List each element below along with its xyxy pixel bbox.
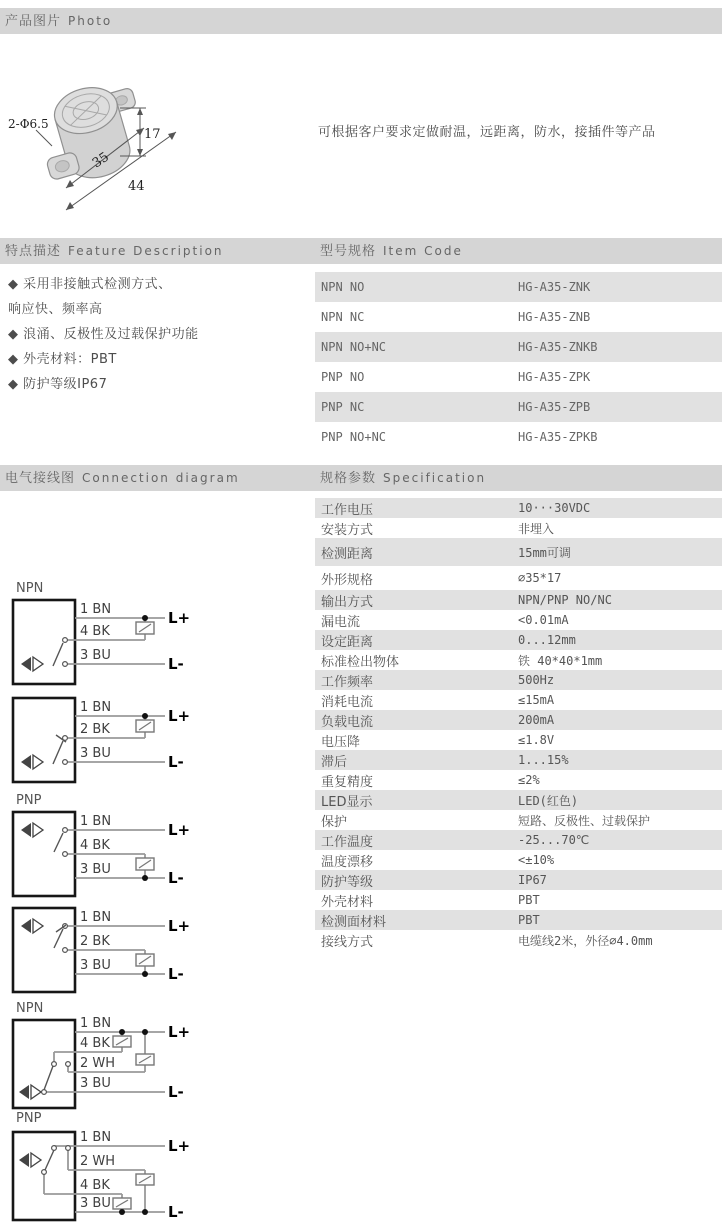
spec-value: ∅35*17	[518, 571, 562, 585]
spec-value: LED(红色)	[518, 793, 579, 808]
item-code-section-title: 型号规格 Item Code	[320, 244, 463, 259]
spec-row	[315, 910, 722, 930]
wiring-diagram-pnp-no-nc	[10, 1110, 220, 1232]
spec-value: ≤15mA	[518, 693, 555, 707]
wire-label: 1 BN	[80, 814, 112, 829]
spec-label: 标准检出物体	[321, 654, 400, 670]
feature-list	[8, 272, 308, 397]
spec-label: LED显示	[321, 794, 373, 810]
spec-label: 检测面材料	[321, 914, 387, 930]
wire-label: 1 BN	[80, 910, 112, 925]
rail-minus-label: L-	[168, 869, 184, 887]
spec-row	[315, 870, 722, 890]
spec-value: 500Hz	[518, 673, 555, 687]
spec-label: 漏电流	[321, 614, 361, 630]
spec-value: <±10%	[518, 853, 555, 867]
junction-dot	[142, 713, 148, 719]
rail-plus-label: L+	[168, 917, 191, 935]
spec-value: 铁 40*40*1mm	[518, 653, 603, 668]
wire-label: 4 BK	[80, 624, 110, 639]
product-drawing	[8, 50, 308, 220]
rail-plus-label: L+	[168, 609, 191, 627]
dimension-length-label: 44	[128, 179, 145, 194]
spec-row	[315, 790, 722, 810]
wire-label: 2 WH	[80, 1056, 116, 1071]
hole-dimension-label: 2-Φ6.5	[8, 117, 49, 131]
spec-label: 设定距离	[321, 634, 374, 650]
spec-label: 保护	[321, 814, 348, 830]
wire-label: 1 BN	[80, 1130, 112, 1145]
item-code-table	[315, 272, 722, 452]
spec-label: 外壳材料	[321, 894, 374, 910]
spec-value: <0.01mA	[518, 613, 569, 627]
spec-row	[315, 810, 722, 830]
spec-label: 输出方式	[321, 594, 374, 610]
spec-value: 0...12mm	[518, 633, 576, 647]
spec-label: 工作电压	[321, 502, 374, 518]
spec-label: 电压降	[321, 734, 361, 750]
wiring-diagram-npn-no	[10, 578, 220, 690]
junction-dot	[142, 1029, 148, 1035]
wire-label: 3 BU	[80, 1196, 111, 1211]
spec-row	[315, 770, 722, 790]
spec-value: -25...70℃	[518, 833, 590, 847]
spec-value: 10···30VDC	[518, 501, 591, 515]
output-type-cell: PNP NO+NC	[321, 430, 387, 444]
wire-label: 3 BU	[80, 1076, 111, 1091]
spec-row	[315, 890, 722, 910]
spec-value: 1...15%	[518, 753, 569, 767]
junction-dot	[142, 1209, 148, 1215]
junction-dot	[142, 615, 148, 621]
feature-section-title: 特点描述 Feature Description	[5, 244, 224, 259]
spec-row	[315, 850, 722, 870]
wiring-diagram-npn-nc	[10, 694, 220, 790]
spec-value: 非埋入	[518, 521, 555, 536]
dimension-diameter-label: 35	[89, 149, 112, 172]
spec-row	[315, 730, 722, 750]
spec-row	[315, 830, 722, 850]
spec-row	[315, 518, 722, 538]
table-row	[315, 392, 722, 422]
spec-row	[315, 590, 722, 610]
spec-label: 检测距离	[321, 546, 374, 562]
connection-section-title: 电气接线图 Connection diagram	[5, 471, 240, 486]
spec-value: 200mA	[518, 713, 555, 727]
spec-value: PBT	[518, 913, 540, 927]
spec-row	[315, 670, 722, 690]
spec-value: PBT	[518, 893, 540, 907]
item-code-cell: HG-A35-ZNB	[518, 310, 591, 324]
spec-label: 工作温度	[321, 834, 374, 850]
spec-value: 短路、反极性、过载保护	[518, 813, 651, 828]
spec-table	[315, 498, 722, 950]
output-type-cell: NPN NC	[321, 310, 365, 324]
spec-row	[315, 650, 722, 670]
wire-label: 1 BN	[80, 700, 112, 715]
wire-label: 2 BK	[80, 722, 110, 737]
output-type-cell: NPN NO	[321, 280, 365, 294]
rail-plus-label: L+	[168, 707, 191, 725]
spec-label: 负载电流	[321, 714, 374, 730]
feature-item: ◆ 浪涌、反极性及过载保护功能	[8, 327, 199, 342]
output-type-cell: PNP NO	[321, 370, 365, 384]
junction-dot	[119, 1029, 125, 1035]
item-code-cell: HG-A35-ZPK	[518, 370, 591, 384]
spec-label: 工作频率	[321, 674, 374, 690]
spec-label: 消耗电流	[321, 694, 374, 710]
wire-label: 4 BK	[80, 1178, 110, 1193]
rail-minus-label: L-	[168, 753, 184, 771]
spec-value: IP67	[518, 873, 547, 887]
table-row	[315, 302, 722, 332]
diagram-type-label: PNP	[16, 793, 42, 808]
spec-section-title: 规格参数 Specification	[320, 471, 487, 486]
diagram-type-label: NPN	[16, 581, 44, 596]
spec-value: ≤1.8V	[518, 733, 555, 747]
table-row	[315, 332, 722, 362]
spec-row	[315, 690, 722, 710]
diagram-type-label: NPN	[16, 1001, 44, 1016]
section-bar-photo	[0, 8, 722, 34]
item-code-cell: HG-A35-ZNK	[518, 280, 591, 294]
section-bar-connection-spec	[0, 465, 722, 491]
wire-label: 2 BK	[80, 934, 110, 949]
spec-label: 温度漂移	[321, 854, 374, 870]
wire-label: 4 BK	[80, 1036, 110, 1051]
spec-value: NPN/PNP NO/NC	[518, 593, 612, 607]
wire-label: 3 BU	[80, 648, 111, 663]
section-bar-features-itemcode	[0, 238, 722, 264]
spec-label: 防护等级	[321, 874, 374, 890]
item-code-cell: HG-A35-ZNKB	[518, 340, 598, 354]
wire-label: 3 BU	[80, 958, 111, 973]
dimension-height-label: 17	[144, 127, 161, 142]
sensor-body-illustration	[30, 76, 153, 191]
wiring-diagram-pnp-nc	[10, 904, 220, 1000]
spec-label: 接线方式	[321, 934, 374, 950]
junction-dot	[142, 971, 148, 977]
rail-plus-label: L+	[168, 1023, 191, 1041]
diagram-type-label: PNP	[16, 1111, 42, 1126]
junction-dot	[142, 875, 148, 881]
spec-row	[315, 498, 722, 518]
rail-minus-label: L-	[168, 965, 184, 983]
wire-label: 1 BN	[80, 602, 112, 617]
feature-item: ◆ 外壳材料：PBT	[8, 352, 117, 367]
output-type-cell: NPN NO+NC	[321, 340, 387, 354]
spec-value: 15mm可调	[518, 545, 571, 560]
rail-plus-label: L+	[168, 1137, 191, 1155]
rail-plus-label: L+	[168, 821, 191, 839]
rail-minus-label: L-	[168, 1083, 184, 1101]
wire-label: 2 WH	[80, 1154, 116, 1169]
spec-value: 电缆线2米，外径∅4.0mm	[518, 933, 653, 948]
wiring-diagram-pnp-no	[10, 790, 220, 902]
spec-row	[315, 566, 722, 590]
spec-label: 重复精度	[321, 774, 374, 790]
wire-label: 4 BK	[80, 838, 110, 853]
photo-section-title: 产品图片 Photo	[5, 14, 113, 29]
spec-label: 安装方式	[321, 522, 374, 538]
spec-row	[315, 710, 722, 730]
spec-row	[315, 750, 722, 770]
spec-value: ≤2%	[518, 773, 540, 787]
spec-label: 外形规格	[321, 572, 374, 588]
spec-row	[315, 538, 722, 566]
item-code-cell: HG-A35-ZPKB	[518, 430, 598, 444]
feature-item: ◆ 防护等级IP67	[8, 377, 108, 392]
wire-label: 3 BU	[80, 746, 111, 761]
output-type-cell: PNP NC	[321, 400, 365, 414]
customization-note: 可根据客户要求定做耐温，远距离，防水，接插件等产品	[318, 125, 656, 140]
spec-row	[315, 930, 722, 950]
rail-minus-label: L-	[168, 655, 184, 673]
table-row	[315, 272, 722, 302]
rail-minus-label: L-	[168, 1203, 184, 1221]
spec-row	[315, 610, 722, 630]
junction-dot	[119, 1209, 125, 1215]
spec-label: 滞后	[321, 754, 348, 770]
item-code-cell: HG-A35-ZPB	[518, 400, 591, 414]
spec-row	[315, 630, 722, 650]
wire-label: 1 BN	[80, 1016, 112, 1031]
feature-item: 响应快、频率高	[8, 302, 103, 317]
table-row	[315, 362, 722, 392]
table-row	[315, 422, 722, 452]
feature-item: ◆ 采用非接触式检测方式、	[8, 277, 172, 292]
wiring-diagram-npn-no-nc	[10, 1000, 220, 1122]
wire-label: 3 BU	[80, 862, 111, 877]
